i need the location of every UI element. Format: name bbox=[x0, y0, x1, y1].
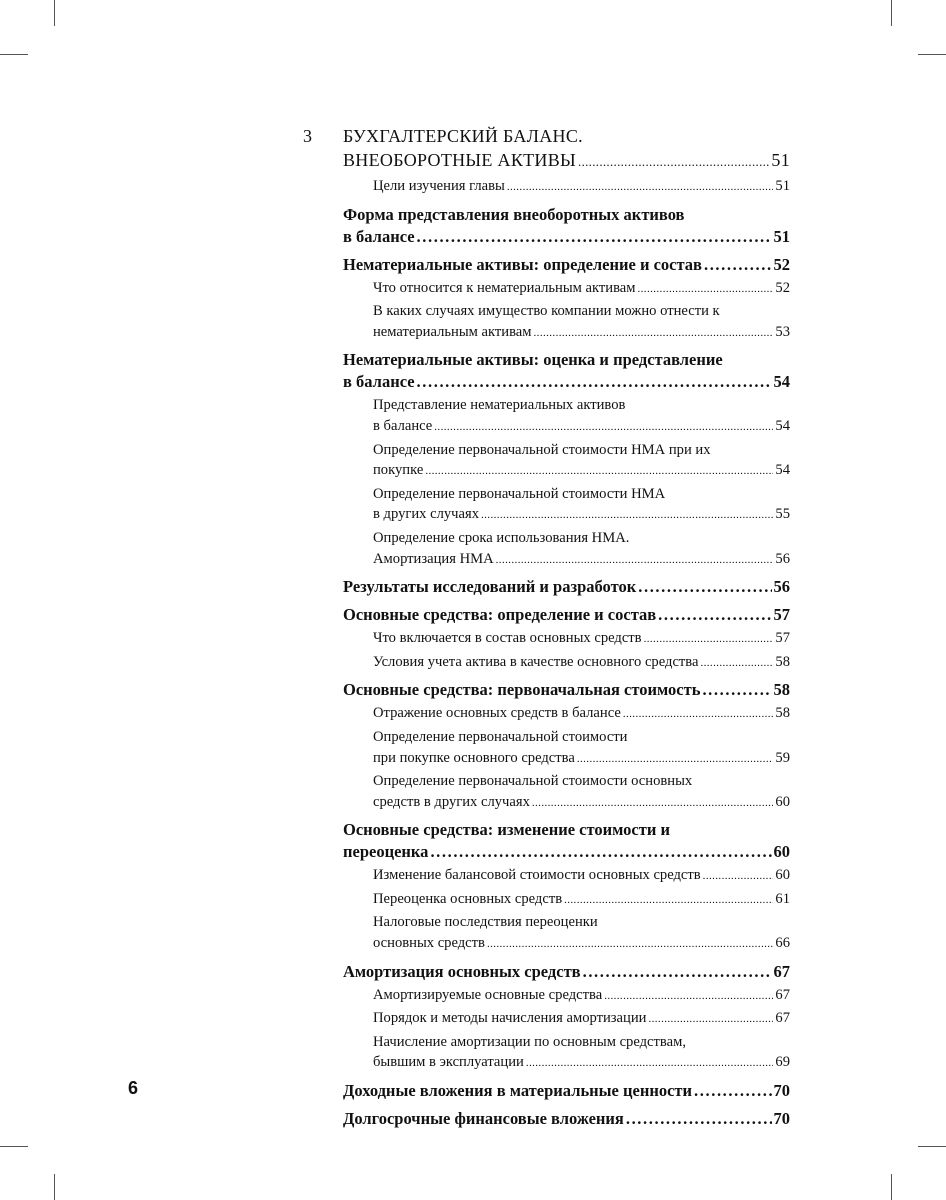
page-ref: 67 bbox=[775, 1010, 790, 1027]
page-ref: 59 bbox=[775, 749, 790, 766]
crop-mark bbox=[0, 54, 28, 55]
leader-dots bbox=[534, 323, 774, 344]
toc-subsection bbox=[303, 889, 790, 911]
page-ref: 58 bbox=[773, 680, 790, 700]
page-ref: 58 bbox=[775, 705, 790, 722]
toc-section bbox=[303, 1080, 790, 1102]
toc-subsection bbox=[303, 440, 790, 482]
leader-dots bbox=[703, 866, 774, 887]
page-ref: 67 bbox=[773, 961, 790, 981]
entry-title: Порядок и методы начисления амортизации bbox=[373, 1010, 647, 1027]
entry-title: Переоценка основных средств bbox=[373, 890, 563, 907]
entry-title-line: Налоговые последствия переоценки bbox=[373, 914, 598, 931]
page-ref: 55 bbox=[775, 506, 790, 523]
table-of-contents bbox=[303, 124, 790, 1130]
leader-dots bbox=[425, 461, 773, 482]
toc-subsection bbox=[303, 703, 790, 725]
entry-title: в других случаях bbox=[373, 506, 479, 523]
chapter-heading bbox=[303, 124, 790, 174]
toc-entry[interactable] bbox=[373, 549, 790, 571]
toc-entry[interactable] bbox=[343, 604, 790, 626]
toc-subsection bbox=[303, 865, 790, 887]
page-ref: 51 bbox=[773, 226, 790, 246]
toc-entry[interactable] bbox=[373, 985, 790, 1007]
leader-dots bbox=[626, 1108, 772, 1130]
crop-mark bbox=[918, 54, 946, 55]
entry-title: в балансе bbox=[373, 417, 433, 434]
page-ref: 67 bbox=[775, 986, 790, 1003]
leader-dots bbox=[564, 890, 773, 911]
entry-title: нематериальным активам bbox=[373, 323, 532, 340]
entry-title-line: Определение первоначальной стоимости НМА bbox=[373, 485, 666, 502]
page-ref: 58 bbox=[775, 653, 790, 670]
toc-section bbox=[303, 576, 790, 598]
entry-title: Цели изучения главы bbox=[373, 178, 505, 194]
toc-entry[interactable] bbox=[373, 889, 790, 911]
chapter-title-line: БУХГАЛТЕРСКИЙ БАЛАНС. bbox=[343, 126, 583, 146]
leader-dots bbox=[700, 653, 773, 674]
page-ref: 56 bbox=[775, 550, 790, 567]
entry-title: Результаты исследований и разработок bbox=[343, 577, 637, 597]
entry-title-line: Определение первоначальной стоимости основных bbox=[373, 773, 693, 790]
leader-dots bbox=[702, 679, 771, 701]
toc-section bbox=[303, 349, 790, 393]
page-ref: 66 bbox=[775, 935, 790, 952]
leader-dots bbox=[638, 576, 771, 598]
toc-subsection bbox=[303, 528, 790, 570]
entry-title: Условия учета актива в качестве основного средства bbox=[373, 653, 699, 670]
toc-entry[interactable] bbox=[343, 841, 790, 863]
entry-title: Амортизируемые основные средства bbox=[373, 986, 603, 1003]
toc-entry[interactable] bbox=[343, 254, 790, 276]
page-ref: 56 bbox=[773, 577, 790, 597]
page-ref: 70 bbox=[773, 1081, 790, 1101]
leader-dots bbox=[578, 150, 769, 174]
page-ref: 54 bbox=[775, 462, 790, 479]
page-ref: 57 bbox=[773, 605, 790, 625]
leader-dots bbox=[644, 629, 774, 650]
toc-entry[interactable] bbox=[373, 460, 790, 482]
entry-title: Что относится к нематериальным активам bbox=[373, 279, 636, 296]
entry-title: Долгосрочные финансовые вложения bbox=[343, 1109, 624, 1129]
toc-subsection bbox=[303, 912, 790, 954]
toc-section bbox=[303, 1108, 790, 1130]
leader-dots bbox=[487, 934, 773, 955]
toc-subsection bbox=[303, 727, 790, 769]
leader-dots bbox=[583, 961, 772, 983]
leader-dots bbox=[417, 226, 772, 248]
page-ref: 60 bbox=[773, 842, 790, 862]
entry-title: Доходные вложения в материальные ценности bbox=[343, 1081, 693, 1101]
entry-title: в балансе bbox=[343, 226, 415, 246]
toc-entry[interactable] bbox=[343, 148, 790, 174]
page-ref: 61 bbox=[775, 890, 790, 907]
crop-mark bbox=[54, 1174, 55, 1200]
entry-title-line: Представление нематериальных активов bbox=[373, 397, 626, 414]
entry-title: Изменение балансовой стоимости основных средств bbox=[373, 867, 701, 884]
toc-entry[interactable] bbox=[373, 1008, 790, 1030]
entry-title: Нематериальные активы: определение и состав bbox=[343, 254, 702, 274]
leader-dots bbox=[704, 254, 772, 276]
entry-title-line: Определение первоначальной стоимости bbox=[373, 728, 628, 745]
toc-section bbox=[303, 819, 790, 863]
page-ref: 52 bbox=[775, 279, 790, 296]
entry-title-line: Начисление амортизации по основным средствам, bbox=[373, 1033, 686, 1050]
leader-dots bbox=[694, 1080, 771, 1102]
entry-title-line: Определение первоначальной стоимости НМА при их bbox=[373, 441, 711, 458]
entry-title-line: Основные средства: изменение стоимости и bbox=[343, 820, 670, 840]
toc-entry[interactable] bbox=[373, 792, 790, 814]
entry-title: Амортизация основных средств bbox=[343, 961, 581, 981]
page-ref: 52 bbox=[773, 254, 790, 274]
entry-title: в балансе bbox=[343, 372, 415, 392]
page-ref: 60 bbox=[775, 867, 790, 884]
leader-dots bbox=[577, 749, 774, 770]
leader-dots bbox=[526, 1053, 774, 1074]
entry-title: Основные средства: первоначальная стоимость bbox=[343, 680, 701, 700]
page-number: 6 bbox=[128, 1078, 139, 1098]
toc-subsection bbox=[303, 278, 790, 300]
page-ref: 57 bbox=[775, 630, 790, 647]
toc-subsection bbox=[303, 1032, 790, 1074]
toc-entry[interactable] bbox=[373, 416, 790, 438]
leader-dots bbox=[532, 793, 774, 814]
crop-mark bbox=[918, 1146, 946, 1147]
leader-dots bbox=[648, 1009, 773, 1030]
leader-dots bbox=[638, 279, 774, 300]
toc-entry[interactable] bbox=[373, 322, 790, 344]
entry-title: средств в других случаях bbox=[373, 793, 530, 810]
page-ref: 53 bbox=[775, 323, 790, 340]
crop-mark bbox=[891, 0, 892, 26]
toc-section bbox=[303, 604, 790, 626]
toc-entry[interactable] bbox=[373, 278, 790, 300]
toc-subsection bbox=[303, 652, 790, 674]
page-ref: 60 bbox=[775, 793, 790, 810]
toc-entry[interactable] bbox=[343, 679, 790, 701]
entry-title-line: Форма представления внеоборотных активов bbox=[343, 204, 685, 224]
toc-subsection bbox=[303, 1008, 790, 1030]
entry-title: переоценка bbox=[343, 842, 429, 862]
toc-entry[interactable] bbox=[373, 504, 790, 526]
chapter-title-line: ВНЕОБОРОТНЫЕ АКТИВЫ bbox=[343, 150, 577, 170]
toc-entry[interactable] bbox=[343, 371, 790, 393]
leader-dots bbox=[481, 505, 773, 526]
toc-section bbox=[303, 204, 790, 248]
crop-mark bbox=[891, 1174, 892, 1200]
toc-entry[interactable] bbox=[373, 1052, 790, 1074]
toc-subsection bbox=[303, 628, 790, 650]
toc-section bbox=[303, 961, 790, 983]
page-ref: 54 bbox=[775, 417, 790, 434]
leader-dots bbox=[623, 704, 774, 725]
toc-entry[interactable] bbox=[373, 865, 790, 887]
entry-title: Амортизация НМА bbox=[373, 550, 494, 567]
entry-title-line: Определение срока использования НМА. bbox=[373, 529, 630, 546]
toc-subsection bbox=[303, 301, 790, 343]
page-ref: 70 bbox=[773, 1109, 790, 1129]
leader-dots bbox=[496, 550, 774, 571]
toc-subsection bbox=[303, 985, 790, 1007]
entry-title: основных средств bbox=[373, 935, 485, 952]
toc-entry[interactable] bbox=[373, 652, 790, 674]
entry-title: Что включается в состав основных средств bbox=[373, 630, 642, 647]
entry-title: покупке bbox=[373, 462, 424, 479]
toc-entry[interactable] bbox=[373, 176, 790, 198]
toc-entry[interactable] bbox=[373, 703, 790, 725]
leader-dots bbox=[604, 986, 773, 1007]
crop-mark bbox=[0, 1146, 28, 1147]
page-ref: 69 bbox=[775, 1054, 790, 1071]
leader-dots bbox=[430, 841, 771, 863]
entry-title: при покупке основного средства bbox=[373, 749, 575, 766]
page-ref: 51 bbox=[771, 150, 790, 170]
toc-entry[interactable] bbox=[343, 1080, 790, 1102]
toc-subsection bbox=[303, 395, 790, 437]
leader-dots bbox=[417, 371, 772, 393]
toc-section bbox=[303, 254, 790, 276]
entry-title-line: Нематериальные активы: оценка и представление bbox=[343, 350, 723, 370]
toc-entry[interactable] bbox=[373, 933, 790, 955]
entry-title: бывшим в эксплуатации bbox=[373, 1054, 524, 1071]
entry-title: Основные средства: определение и состав bbox=[343, 605, 657, 625]
toc-entry[interactable] bbox=[343, 226, 790, 248]
page-ref: 54 bbox=[773, 372, 790, 392]
toc-entry[interactable] bbox=[343, 576, 790, 598]
leader-dots bbox=[507, 177, 774, 198]
toc-subsection bbox=[303, 176, 790, 198]
toc-subsection bbox=[303, 484, 790, 526]
page-ref: 51 bbox=[775, 178, 790, 194]
toc-subsection bbox=[303, 771, 790, 813]
chapter-number: 3 bbox=[303, 126, 313, 146]
leader-dots bbox=[434, 417, 773, 438]
toc-entry[interactable] bbox=[373, 628, 790, 650]
toc-section bbox=[303, 679, 790, 701]
leader-dots bbox=[658, 604, 771, 626]
entry-title: Отражение основных средств в балансе bbox=[373, 705, 621, 722]
toc-entry[interactable] bbox=[343, 961, 790, 983]
toc-entry[interactable] bbox=[373, 748, 790, 770]
toc-entry[interactable] bbox=[343, 1108, 790, 1130]
entry-title-line: В каких случаях имущество компании можно отнести к bbox=[373, 303, 720, 320]
crop-mark bbox=[54, 0, 55, 26]
